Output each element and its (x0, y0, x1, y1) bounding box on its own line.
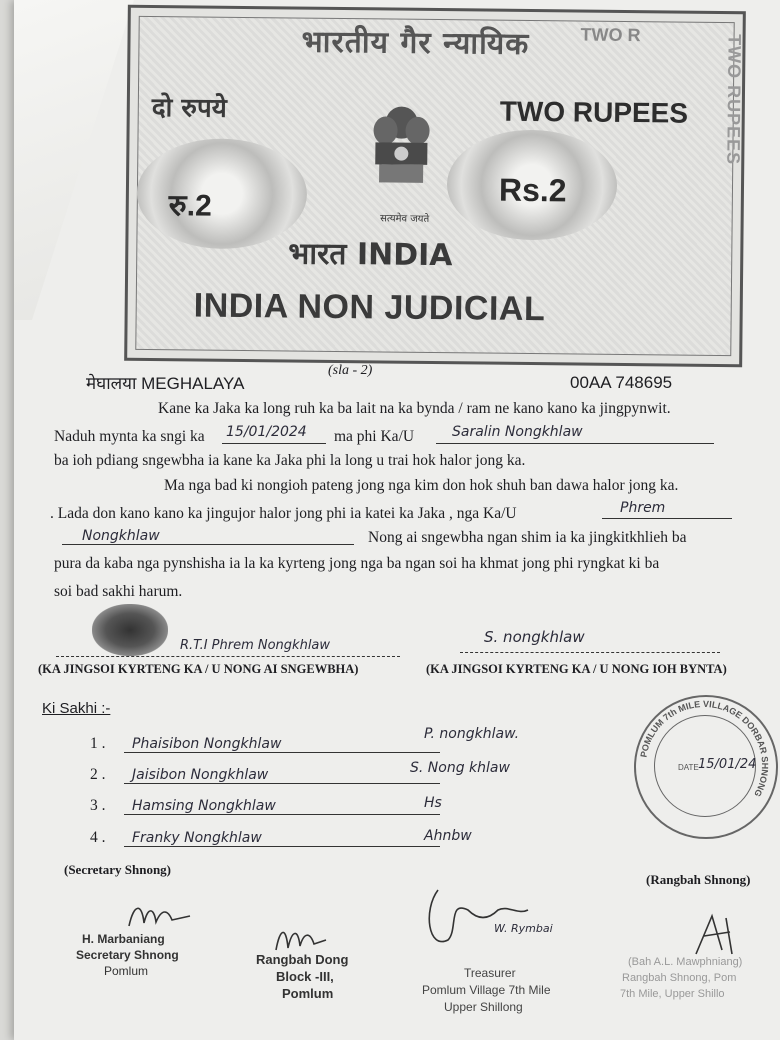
form-code: (sla - 2) (328, 363, 373, 378)
secretary-name: H. Marbaniang (82, 932, 165, 946)
witness-sig-3: Hs (424, 795, 442, 811)
secretary-caption: (Secretary Shnong) (64, 862, 172, 877)
stamp-side-text: TWO RUPEES (723, 34, 745, 166)
treasurer-place: Upper Shillong (444, 1000, 523, 1014)
stamp-hindi-title: भारतीय गैर न्यायिक (301, 24, 530, 62)
stamp-type: INDIA NON JUDICIAL (193, 286, 546, 329)
rangbah-caption: (Rangbah Shnong) (646, 872, 751, 887)
witness-name-2: Jaisibon Nongkhlaw (132, 767, 269, 783)
witness-num-2: 2 . (90, 766, 106, 783)
body-line-5: . Lada don kano kano ka jingujor halor jong phi ia katei ka Jaka , nga Ka/U (50, 505, 517, 522)
body-line-1: Kane ka Jaka ka long ruh ka ba lait na ka bynda / ram ne kano kano ka jingpynwit. (158, 400, 671, 417)
witness-sig-1: P. nongkhlaw. (424, 726, 520, 742)
witnesses-heading: Ki Sakhi :- (42, 700, 111, 717)
treasurer-title: Treasurer (464, 966, 516, 980)
body-line-7: pura da kaba nga pynshisha ia la ka kyrteng jong nga ba ngan soi ha khmat jong phi ryngkat ki ba (54, 555, 660, 572)
revenue-stamp (124, 5, 746, 367)
body-line-3: ba ioh pdiang sngewbha ia kane ka Jaka phi la long u trai hok halor jong ka. (54, 452, 526, 469)
stamp-english-value: TWO RUPEES (499, 95, 689, 129)
body-line-6: Nong ai sngewbha ngan shim ia ka jingkitkhlieh ba (368, 529, 687, 546)
body-line-2b: ma phi Ka/U (334, 428, 415, 445)
witness-num-1: 1 . (90, 735, 106, 752)
svg-text:POMLUM 7th MILE VILLAGE DORBAR: POMLUM 7th MILE VILLAGE DORBAR SHNONG (638, 698, 771, 799)
stamp-corner-text: TWO R (580, 24, 641, 46)
witness-name-1: Phaisibon Nongkhlaw (132, 736, 282, 752)
body-line-2a: Naduh mynta ka sngi ka (54, 428, 205, 445)
state-label: मेघालया MEGHALAYA (86, 374, 245, 393)
secretary-place: Pomlum (104, 964, 149, 978)
rangbah-dong-block: Block -III, (276, 969, 334, 984)
national-emblem-icon (365, 100, 438, 201)
body-line-8: soi bad sakhi harum. (54, 583, 183, 600)
seal-date: 15/01/24 (698, 757, 757, 772)
secretary-signature-icon (124, 898, 194, 934)
witness-sig-4: Ahnbw (424, 828, 472, 844)
paper-fold (14, 0, 134, 320)
secretary-title: Secretary Shnong (76, 948, 179, 962)
witness-num-4: 4 . (90, 829, 106, 846)
stamp-country: भारत INDIA (288, 236, 453, 274)
agreement-date: 15/01/2024 (226, 424, 307, 440)
witness-name-4: Franky Nongkhlaw (132, 830, 262, 846)
receiver-caption: (KA JINGSOI KYRTENG KA / U NONG IOH BYNTA) (426, 662, 727, 676)
witness-name-3: Hamsing Nongkhlaw (132, 798, 276, 814)
rangbah-place: 7th Mile, Upper Shillo (620, 988, 725, 1000)
seal-date-label: DATE (678, 763, 699, 772)
recipient-name: Saralin Nongkhlaw (452, 424, 583, 440)
giver-signature: R.T.I Phrem Nongkhlaw (180, 638, 331, 653)
rangbah-title: Rangbah Shnong, Pom (622, 972, 737, 984)
rangbah-dong-title: Rangbah Dong (256, 952, 349, 967)
stamp-paper (14, 0, 780, 1040)
giver-first-name: Phrem (620, 500, 666, 516)
serial-number: 00AA 748695 (570, 373, 673, 392)
thumb-impression (92, 604, 168, 656)
left-rosette (136, 138, 307, 250)
treasurer-village: Pomlum Village 7th Mile (422, 983, 551, 997)
stamp-motto: सत्यमेव जयते (380, 213, 430, 225)
rangbah-signature-icon (690, 910, 740, 960)
giver-caption: (KA JINGSOI KYRTENG KA / U NONG AI SNGEWBHA) (38, 662, 359, 676)
treasurer-signature-icon (418, 880, 548, 960)
receiver-signature: S. nongkhlaw (484, 628, 585, 646)
right-denomination: Rs.2 (498, 171, 567, 209)
rangbah-dong-place: Pomlum (282, 986, 334, 1001)
treasurer-signature: W. Rymbai (494, 922, 553, 935)
rangbah-name: (Bah A.L. Mawphniang) (628, 956, 743, 968)
giver-surname: Nongkhlaw (82, 528, 160, 544)
witness-num-3: 3 . (90, 797, 106, 814)
village-dorbar-seal (634, 695, 778, 839)
left-denomination: रु.2 (168, 189, 212, 223)
witness-sig-2: S. Nong khlaw (410, 760, 510, 776)
body-line-4: Ma nga bad ki nongioh pateng jong nga kim don hok shuh ban dawa halor jong ka. (164, 477, 679, 494)
stamp-hindi-value: दो रुपये (151, 93, 227, 124)
